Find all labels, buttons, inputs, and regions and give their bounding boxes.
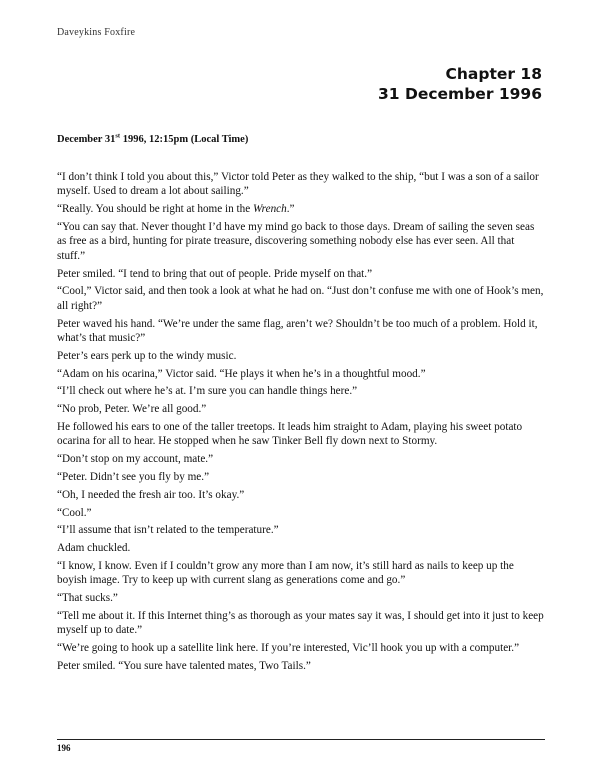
- ship-name: Wrench: [252, 203, 287, 216]
- paragraph: “Don’t stop on my account, mate.”: [57, 453, 214, 466]
- paragraph: “I’ll check out where he’s at. I’m sure you can handle things here.”: [57, 385, 358, 398]
- section-timestamp: [57, 134, 248, 145]
- paragraph-text-end: .”: [286, 203, 295, 216]
- paragraph: “No prob, Peter. We’re all good.”: [57, 403, 207, 416]
- paragraph: He followed his ears to one of the taller treetops. It leads him straight to Adam, playing his sweet potato ocarina for all to hear. He stopped when he saw Tinker Bell fly down next to Stormy.: [57, 421, 523, 448]
- paragraph: “We’re going to hook up a satellite link here. If you’re interested, Vic’ll hook you up with a computer.”: [57, 642, 520, 655]
- paragraph: “I know, I know. Even if I couldn’t grow any more than I am now, it’s still hard as nails to keep up the boyish image. Try to keep up with current slang as generations come and go.”: [57, 559, 514, 587]
- timestamp-ordinal: st: [115, 132, 121, 140]
- paragraph: “Oh, I needed the fresh air too. It’s okay.”: [57, 488, 245, 501]
- running-head: Daveykins Foxfire: [57, 27, 136, 38]
- page-number: 196: [57, 743, 71, 753]
- paragraph: [57, 202, 545, 216]
- paragraph: “That sucks.”: [57, 592, 118, 605]
- paragraph: “I’ll assume that isn’t related to the temperature.”: [57, 524, 279, 537]
- paragraph: “Adam on his ocarina,” Victor said. “He plays it when he’s in a thoughtful mood.”: [57, 367, 426, 380]
- paragraph: Adam chuckled.: [57, 542, 131, 555]
- timestamp-date: December 31: [57, 134, 116, 145]
- paragraph-text: “Really. You should be right at home in the: [57, 203, 253, 216]
- paragraph: “Cool,” Victor said, and then took a look at what he had on. “Just don’t confuse me with one of Hook’s men, all right?”: [57, 285, 544, 312]
- paragraph: Peter waved his hand. “We’re under the same flag, aren’t we? Shouldn’t be too much of a problem. Hold it, what’s that music?”: [57, 317, 538, 345]
- paragraph: “Tell me about it. If this Internet thing’s as thorough as your mates say it was, I should get into it just to keep myself up to date.”: [57, 609, 544, 637]
- chapter-heading: [378, 64, 542, 104]
- paragraph: “I don’t think I told you about this,” Victor told Peter as they walked to the ship, “but I was a son of a sailor myself. Used to dream a lot about sailing.”: [57, 171, 539, 198]
- paragraph: Peter smiled. “I tend to bring that out of people. Pride myself on that.”: [57, 267, 373, 280]
- footer-rule: [57, 739, 545, 740]
- chapter-number: Chapter 18: [445, 65, 542, 83]
- body-text: [57, 170, 545, 677]
- paragraph: “You can say that. Never thought I’d have my mind go back to those days. Dream of sailing the seven seas as free as a bird, hunting for pirate treasure, discovering something nobody else has ever seen. All that stuff.”: [57, 221, 535, 262]
- timestamp-time: 1996, 12:15pm (Local Time): [120, 134, 249, 145]
- paragraph: “Cool.”: [57, 506, 92, 519]
- paragraph: “Peter. Didn’t see you fly by me.”: [57, 471, 210, 483]
- chapter-date-title: 31 December 1996: [378, 85, 542, 103]
- paragraph: Peter’s ears perk up to the windy music.: [57, 349, 237, 362]
- paragraph: Peter smiled. “You sure have talented mates, Two Tails.”: [57, 659, 311, 672]
